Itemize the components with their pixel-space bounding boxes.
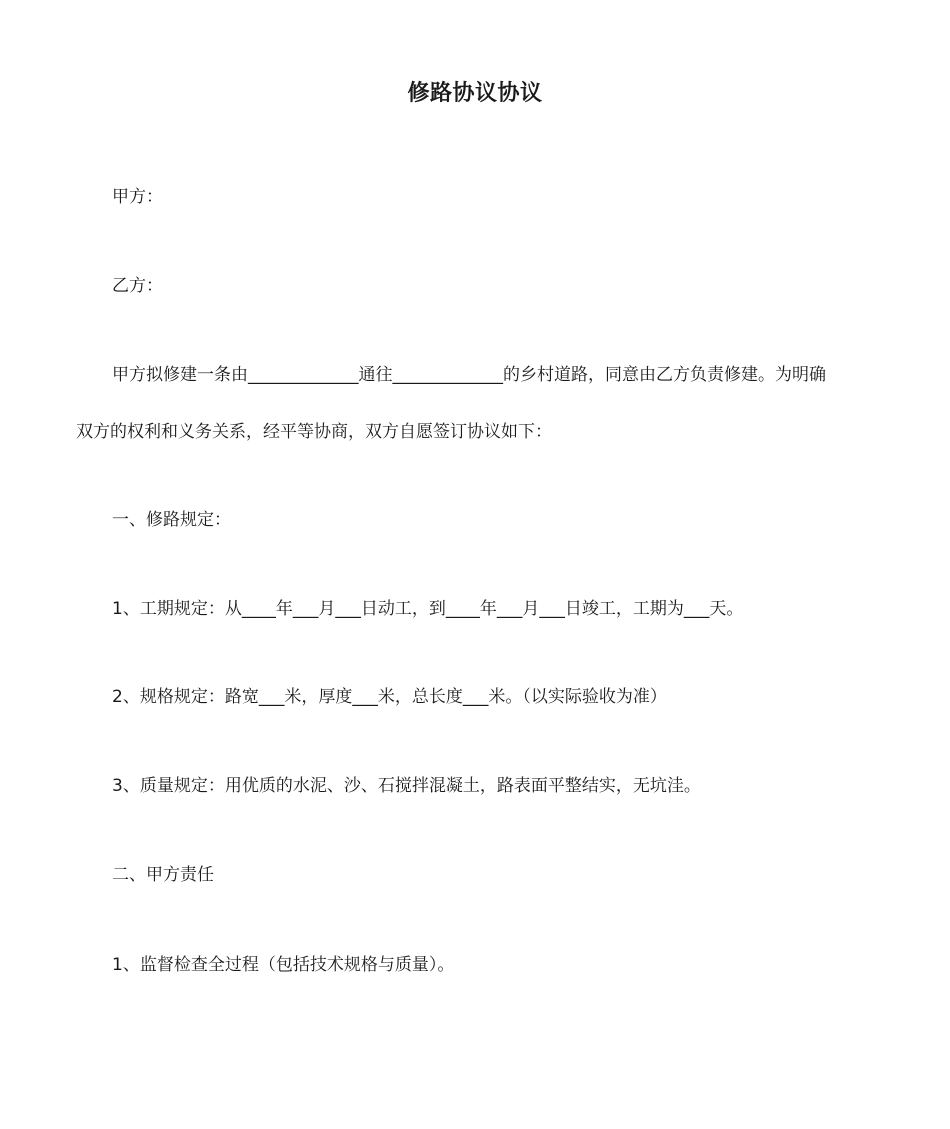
party-b-line: 乙方：	[112, 276, 163, 296]
clause-quality: 3、质量规定：用优质的水泥、沙、石搅拌混凝土，路表面平整结实，无坑洼。	[112, 776, 701, 796]
clause-specification: 2、规格规定：路宽___米，厚度___米，总长度___米。（以实际验收为准）	[112, 687, 667, 707]
intro-paragraph-line-2: 双方的权利和义务关系，经平等协商，双方自愿签订协议如下：	[76, 422, 552, 442]
intro-paragraph-line-1: 甲方拟修建一条由_____________通往_____________的乡村道路，同意由乙方负责修建。为明确	[112, 365, 826, 385]
section-heading-party-a-duties: 二、甲方责任	[112, 865, 214, 885]
document-title: 修路协议协议	[407, 81, 543, 106]
clause-schedule: 1、工期规定：从____年___月___日动工，到____年___月___日竣工，工期为___天。	[112, 599, 744, 619]
clause-supervision: 1、监督检查全过程（包括技术规格与质量）。	[112, 955, 455, 975]
party-a-line: 甲方：	[112, 187, 163, 207]
section-heading-road-rules: 一、修路规定：	[112, 510, 231, 530]
